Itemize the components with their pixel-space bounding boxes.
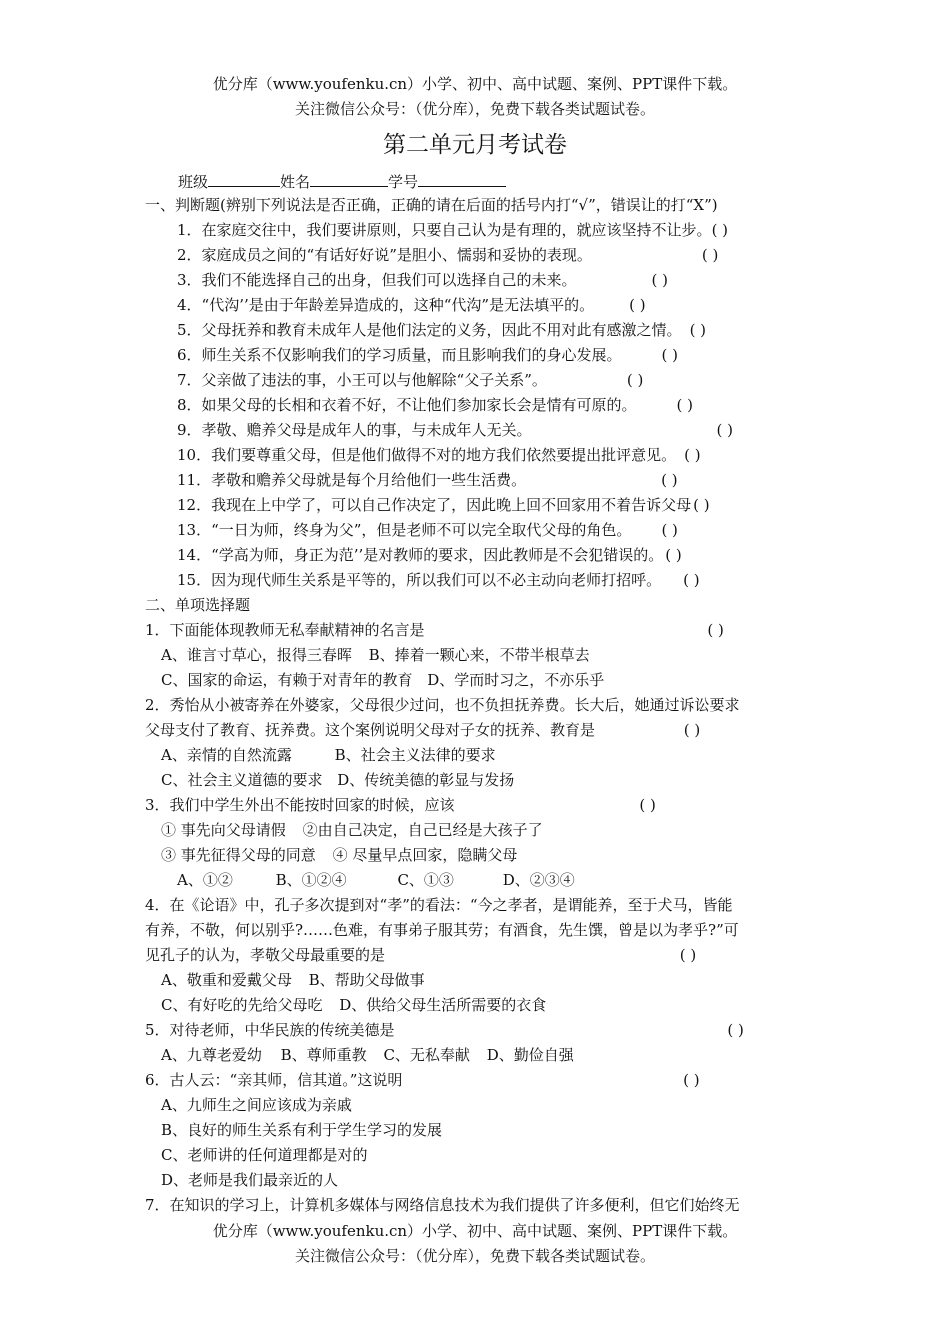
section1-heading: 一、判断题(辨别下列说法是否正确，正确的请在后面的括号内打“√”，错误让的打“X”) bbox=[145, 196, 718, 214]
option-a: A、敬重和爱戴父母 bbox=[161, 971, 292, 989]
judgment-question bbox=[145, 443, 810, 468]
judgment-question bbox=[145, 468, 810, 493]
judgment-question bbox=[145, 568, 810, 593]
judgment-question bbox=[145, 218, 810, 243]
options-row bbox=[145, 643, 810, 668]
option-d: D、老师是我们最亲近的人 bbox=[161, 1171, 339, 1189]
question-stem: 1．下面能体现教师无私奉献精神的名言是 bbox=[145, 621, 425, 639]
question-text: 10．我们要尊重父母，但是他们做得不对的地方我们依然要提出批评意见。 bbox=[177, 446, 677, 464]
question-stem: 父母支付了教育、抚养费。这个案例说明父母对子女的抚养、教育是 bbox=[145, 721, 596, 739]
class-blank bbox=[208, 171, 280, 187]
question-text: 9．孝敬、赡养父母是成年人的事，与未成年人无关。 bbox=[177, 421, 532, 439]
option-b: B、捧着一颗心来，不带半根草去 bbox=[368, 646, 590, 664]
answer-bracket: ( ) bbox=[683, 1071, 700, 1089]
judgment-question bbox=[145, 543, 810, 568]
question-text: 2．家庭成员之间的“有话好好说”是胆小、懦弱和妥协的表现。 bbox=[177, 246, 592, 264]
choice-question-4-line-1: 4．在《论语》中，孔子多次提到对“孝”的看法：“今之孝者，是谓能养，至于犬马，皆能 bbox=[145, 896, 733, 914]
option-c: C、有好吃的先给父母吃 bbox=[161, 996, 323, 1014]
question-text: 7．父亲做了违法的事，小王可以与他解除“父子关系”。 bbox=[177, 371, 547, 389]
question-text: 1．在家庭交往中，我们要讲原则，只要自己认为是有理的，就应该坚持不让步。 bbox=[177, 221, 712, 239]
judgment-question bbox=[145, 368, 810, 393]
judgment-question bbox=[145, 318, 810, 343]
option-a: A、谁言寸草心，报得三春晖 bbox=[161, 646, 352, 664]
question-text: 14．“学高为师，身正为范’’是对教师的要求，因此教师是不会犯错误的。 bbox=[177, 546, 664, 564]
option-a: A、亲情的自然流露 bbox=[161, 746, 292, 764]
option-c: C、无私奉献 bbox=[383, 1046, 470, 1064]
answer-bracket: ( ) bbox=[684, 446, 701, 464]
student-info-line bbox=[178, 170, 506, 195]
options-row bbox=[145, 668, 810, 693]
options-row bbox=[145, 768, 810, 793]
judgment-question bbox=[145, 393, 810, 418]
name-blank bbox=[310, 171, 388, 187]
option-d: D、勤俭自强 bbox=[486, 1046, 574, 1064]
judgment-question bbox=[145, 268, 810, 293]
answer-bracket: ( ) bbox=[707, 621, 724, 639]
answer-bracket: ( ) bbox=[665, 546, 682, 564]
choice-question-5 bbox=[145, 1018, 810, 1043]
choice-question-6 bbox=[145, 1068, 810, 1093]
judgment-questions bbox=[145, 218, 810, 593]
option-d: D、传统美德的彰显与发扬 bbox=[337, 771, 515, 789]
option-c: C、①③ bbox=[397, 871, 454, 889]
option-a: A、①② bbox=[177, 871, 233, 889]
number-label: 学号 bbox=[388, 173, 419, 191]
options-row bbox=[145, 743, 810, 768]
answer-bracket: ( ) bbox=[639, 796, 656, 814]
question-text: 15．因为现代师生关系是平等的，所以我们可以不必主动向老师打招呼。 bbox=[177, 571, 662, 589]
judgment-question bbox=[145, 518, 810, 543]
question-text: 3．我们不能选择自己的出身，但我们可以选择自己的未来。 bbox=[177, 271, 577, 289]
page-header bbox=[0, 72, 950, 122]
statements-row bbox=[145, 818, 810, 843]
page-footer bbox=[0, 1219, 950, 1269]
option-b: B、帮助父母做事 bbox=[308, 971, 425, 989]
answer-bracket: ( ) bbox=[701, 246, 719, 264]
option-a: A、九师生之间应该成为亲戚 bbox=[161, 1096, 352, 1114]
option-c: C、国家的命运，有赖于对青年的教育 bbox=[161, 671, 413, 689]
question-stem: 6．古人云：“亲其师，信其道。”这说明 bbox=[145, 1071, 403, 1089]
statement-3: ③ 事先征得父母的同意 bbox=[161, 846, 316, 864]
question-text: 11．孝敬和赡养父母就是每个月给他们一些生活费。 bbox=[177, 471, 527, 489]
question-text: 12．我现在上中学了，可以自己作决定了，因此晚上回不回家用不着告诉父母 bbox=[177, 496, 692, 514]
statement-4: ④ 尽量早点回家，隐瞒父母 bbox=[332, 846, 518, 864]
option-b: B、①②④ bbox=[275, 871, 347, 889]
question-stem: 见孔子的认为，孝敬父母最重要的是 bbox=[145, 946, 386, 964]
answer-bracket: ( ) bbox=[683, 571, 700, 589]
statement-1: ① 事先向父母请假 bbox=[161, 821, 286, 839]
answer-bracket: ( ) bbox=[711, 221, 729, 239]
answer-bracket: ( ) bbox=[693, 496, 710, 514]
option-a: A、九尊老爱幼 bbox=[161, 1046, 262, 1064]
options-row bbox=[145, 1043, 810, 1068]
answer-bracket: ( ) bbox=[626, 371, 644, 389]
footer-line-1: 优分库（www.youfenku.cn）小学、初中、高中试题、案例、PPT课件下载。 bbox=[212, 1222, 738, 1240]
answer-bracket: ( ) bbox=[689, 321, 707, 339]
choice-question-4-line-2: 有养，不敬，何以别乎?……色难，有事弟子服其劳；有酒食，先生馔，曾是以为孝乎?”可 bbox=[145, 921, 739, 939]
option-d: D、②③④ bbox=[502, 871, 575, 889]
choice-question-4-line-3 bbox=[145, 943, 810, 968]
options-row bbox=[145, 993, 810, 1018]
judgment-question bbox=[145, 493, 810, 518]
answer-bracket: ( ) bbox=[727, 1021, 744, 1039]
choice-question-1 bbox=[145, 618, 810, 643]
footer-line-2: 关注微信公众号：（优分库），免费下载各类试题试卷。 bbox=[294, 1247, 655, 1265]
option-c: C、社会主义道德的要求 bbox=[161, 771, 323, 789]
answer-bracket: ( ) bbox=[716, 421, 734, 439]
answer-bracket: ( ) bbox=[661, 471, 678, 489]
option-c: C、老师讲的任何道理都是对的 bbox=[161, 1146, 368, 1164]
answer-bracket: ( ) bbox=[661, 521, 678, 539]
name-label: 姓名 bbox=[280, 173, 311, 191]
option-d: D、学而时习之，不亦乐乎 bbox=[427, 671, 605, 689]
judgment-question bbox=[145, 293, 810, 318]
answer-bracket: ( ) bbox=[651, 271, 669, 289]
exam-content bbox=[145, 193, 810, 1218]
choice-question-3 bbox=[145, 793, 810, 818]
choice-question-2-line-1: 2．秀怡从小被寄养在外婆家，父母很少过问，也不负担抚养费。长大后，她通过诉讼要求 bbox=[145, 696, 740, 714]
question-text: 6．师生关系不仅影响我们的学习质量，而且影响我们的身心发展。 bbox=[177, 346, 622, 364]
options-row bbox=[145, 968, 810, 993]
class-label: 班级 bbox=[178, 173, 209, 191]
answer-bracket: ( ) bbox=[661, 346, 679, 364]
statements-row bbox=[145, 843, 810, 868]
choice-question-7: 7．在知识的学习上，计算机多媒体与网络信息技术为我们提供了许多便利，但它们始终无 bbox=[145, 1196, 740, 1214]
page-title: 第二单元月考试卷 bbox=[383, 132, 567, 158]
question-text: 8．如果父母的长相和衣着不好，不让他们参加家长会是情有可原的。 bbox=[177, 396, 637, 414]
judgment-question bbox=[145, 243, 810, 268]
answer-bracket: ( ) bbox=[683, 721, 701, 739]
answer-bracket: ( ) bbox=[629, 296, 646, 314]
judgment-question bbox=[145, 343, 810, 368]
option-b: B、良好的师生关系有利于学生学习的发展 bbox=[161, 1121, 443, 1139]
options-row bbox=[145, 868, 810, 893]
question-stem: 3．我们中学生外出不能按时回家的时候，应该 bbox=[145, 796, 455, 814]
question-stem: 5．对待老师，中华民族的传统美德是 bbox=[145, 1021, 395, 1039]
statement-2: ②由自己决定，自己已经是大孩子了 bbox=[302, 821, 543, 839]
option-d: D、供给父母生活所需要的衣食 bbox=[339, 996, 547, 1014]
answer-bracket: ( ) bbox=[679, 946, 697, 964]
section2-heading: 二、单项选择题 bbox=[145, 596, 251, 614]
answer-bracket: ( ) bbox=[676, 396, 694, 414]
option-b: B、尊师重教 bbox=[280, 1046, 367, 1064]
question-text: 5．父母抚养和教育未成年人是他们法定的义务，因此不用对此有感激之情。 bbox=[177, 321, 682, 339]
question-text: 13．“一日为师，终身为父”，但是老师不可以完全取代父母的角色。 bbox=[177, 521, 632, 539]
header-line-2: 关注微信公众号：（优分库），免费下载各类试题试卷。 bbox=[294, 100, 655, 118]
header-line-1: 优分库（www.youfenku.cn）小学、初中、高中试题、案例、PPT课件下载。 bbox=[212, 75, 738, 93]
option-b: B、社会主义法律的要求 bbox=[334, 746, 496, 764]
judgment-question bbox=[145, 418, 810, 443]
number-blank bbox=[418, 171, 506, 187]
choice-question-2-line-2 bbox=[145, 718, 810, 743]
question-text: 4．“代沟’’是由于年龄差异造成的，这种“代沟”是无法填平的。 bbox=[177, 296, 595, 314]
